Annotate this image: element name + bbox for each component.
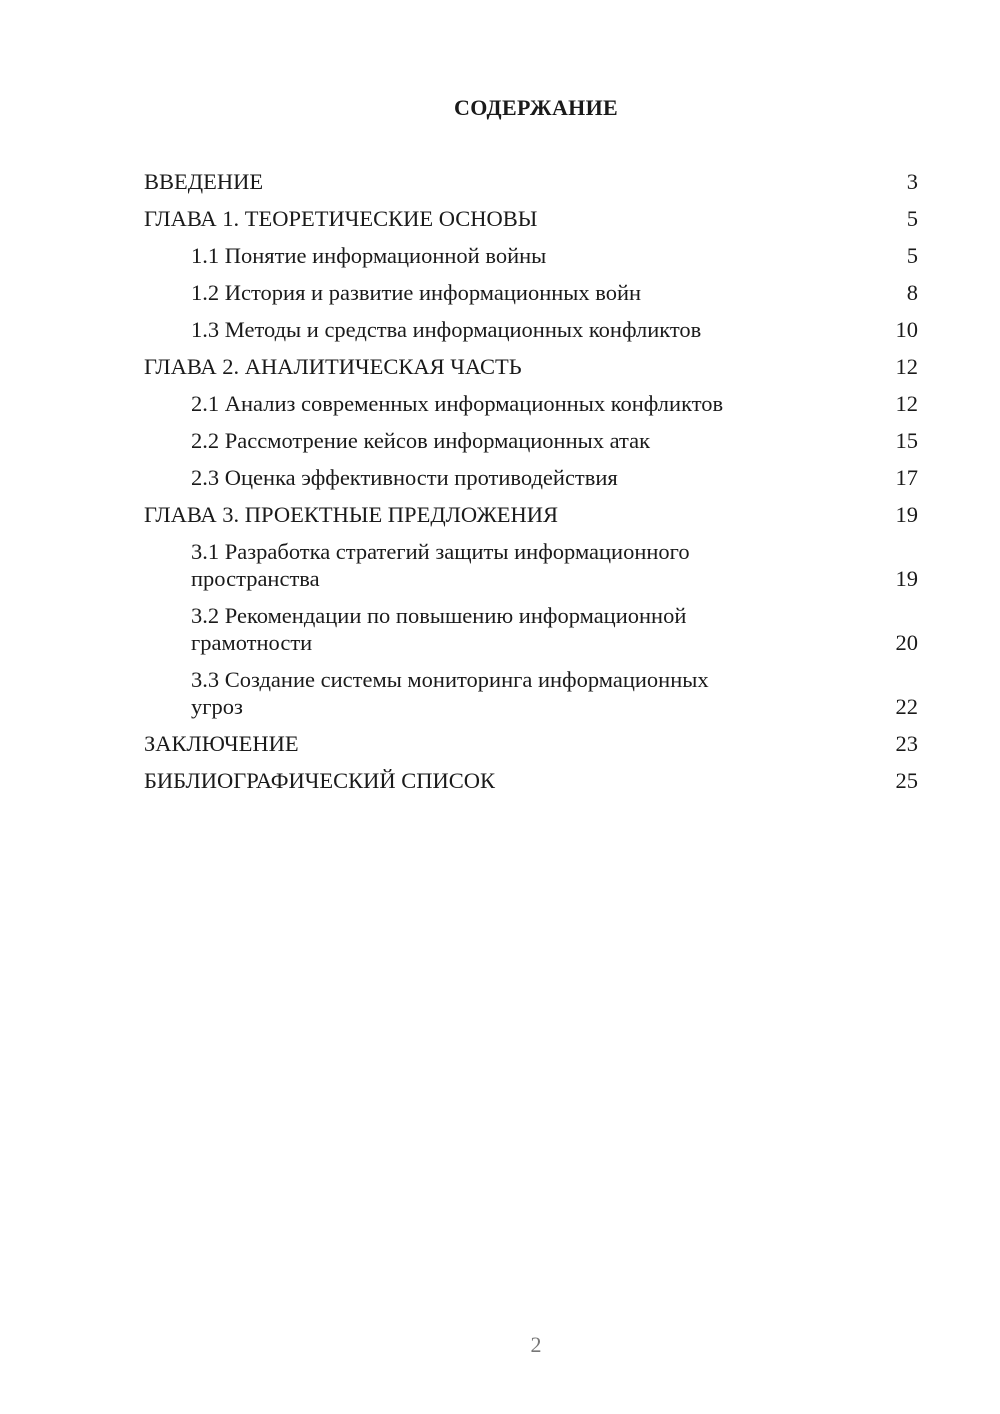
toc-entry-chapter-2[interactable] <box>144 353 918 380</box>
toc-entry-label: 3.1 Разработка стратегий защиты информационного пространства <box>191 539 690 591</box>
toc-entry-3-1[interactable] <box>144 538 918 592</box>
toc-entry-page: 23 <box>895 731 918 756</box>
toc-entry-page: 19 <box>895 502 918 527</box>
toc-entry-1-2[interactable] <box>144 279 918 306</box>
toc-entry-page: 17 <box>895 465 918 490</box>
toc-entry-bibliography[interactable] <box>144 767 918 794</box>
toc-entry-label: БИБЛИОГРАФИЧЕСКИЙ СПИСОК <box>144 768 496 793</box>
toc-entry-2-1[interactable] <box>144 390 918 417</box>
toc-entry-2-2[interactable] <box>144 427 918 454</box>
toc-entry-2-3[interactable] <box>144 464 918 491</box>
page-number: 2 <box>530 1332 542 1357</box>
toc-entry-label: 3.2 Рекомендации по повышению информационной грамотности <box>191 603 687 655</box>
toc-entry-page: 19 <box>895 566 918 591</box>
toc-entry-conclusion[interactable] <box>144 730 918 757</box>
toc-entry-page: 22 <box>895 694 918 719</box>
toc-entry-chapter-1[interactable] <box>144 205 918 232</box>
toc-entry-3-3[interactable] <box>144 666 918 720</box>
toc-entry-label: 1.1 Понятие информационной войны <box>191 243 547 268</box>
toc-entry-page: 15 <box>895 428 918 453</box>
toc-entry-label: 3.3 Создание системы мониторинга информационных угроз <box>191 667 709 719</box>
toc-entry-label: 2.2 Рассмотрение кейсов информационных атак <box>191 428 651 453</box>
toc-entry-label: 1.3 Методы и средства информационных конфликтов <box>191 317 702 342</box>
toc-entry-label: 1.2 История и развитие информационных войн <box>191 280 642 305</box>
toc-entry-label: 2.3 Оценка эффективности противодействия <box>191 465 618 490</box>
toc-entry-label: ГЛАВА 1. ТЕОРЕТИЧЕСКИЕ ОСНОВЫ <box>144 206 538 231</box>
toc-entry-page: 12 <box>895 354 918 379</box>
table-of-contents <box>144 168 918 804</box>
toc-entry-page: 3 <box>906 169 918 194</box>
page-title: СОДЕРЖАНИЕ <box>454 95 618 120</box>
toc-entry-page: 20 <box>895 630 918 655</box>
toc-entry-page: 5 <box>906 206 918 231</box>
toc-entry-page: 8 <box>906 280 918 305</box>
toc-entry-label: ГЛАВА 2. АНАЛИТИЧЕСКАЯ ЧАСТЬ <box>144 354 522 379</box>
toc-entry-1-1[interactable] <box>144 242 918 269</box>
toc-entry-page: 12 <box>895 391 918 416</box>
toc-entry-label: ЗАКЛЮЧЕНИЕ <box>144 731 299 756</box>
toc-entry-chapter-3[interactable] <box>144 501 918 528</box>
toc-entry-label: 2.1 Анализ современных информационных конфликтов <box>191 391 724 416</box>
toc-entry-3-2[interactable] <box>144 602 918 656</box>
toc-entry-label: ВВЕДЕНИЕ <box>144 169 264 194</box>
toc-entry-page: 25 <box>895 768 918 793</box>
toc-entry-introduction[interactable] <box>144 168 918 195</box>
toc-entry-page: 10 <box>895 317 918 342</box>
toc-entry-label: ГЛАВА 3. ПРОЕКТНЫЕ ПРЕДЛОЖЕНИЯ <box>144 502 559 527</box>
toc-entry-page: 5 <box>906 243 918 268</box>
toc-entry-1-3[interactable] <box>144 316 918 343</box>
